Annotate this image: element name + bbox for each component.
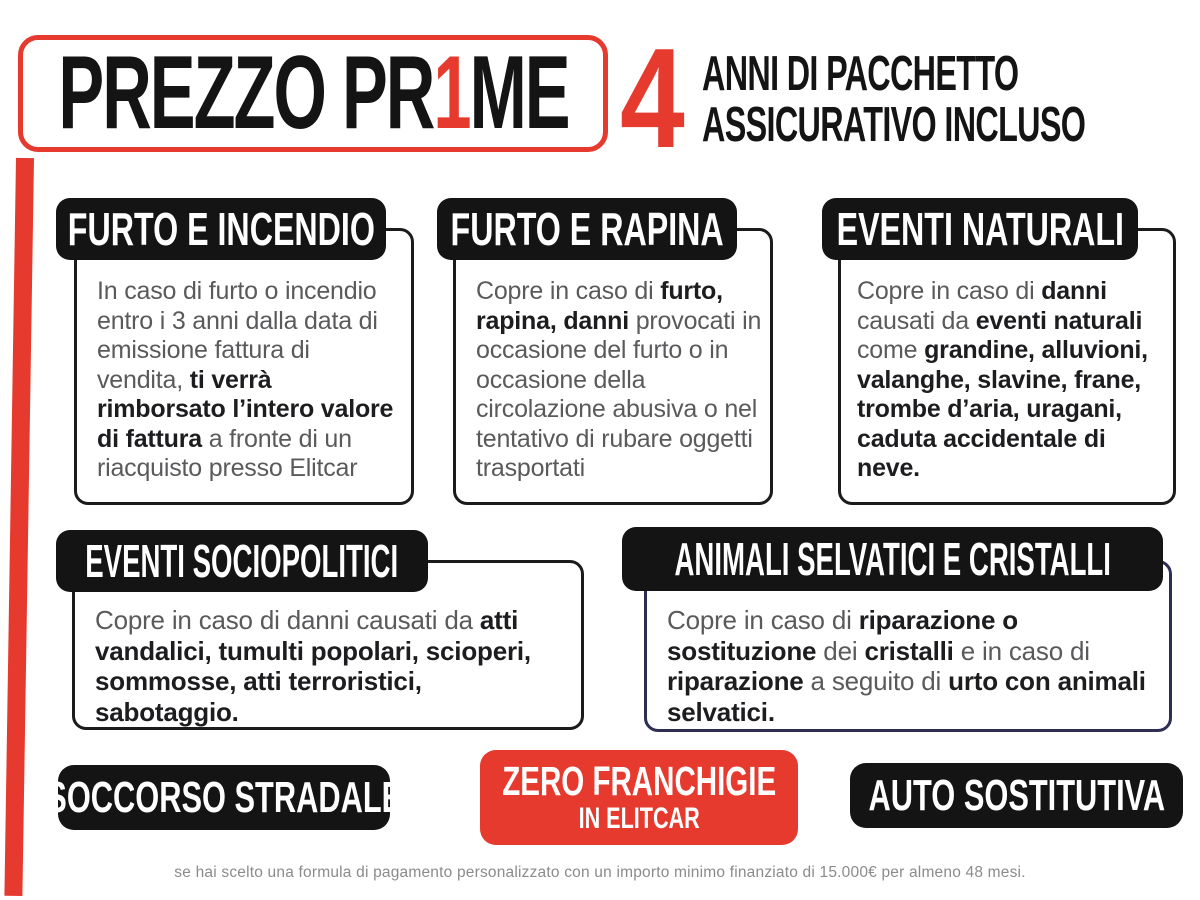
card-body-furto-rapina: Copre in caso di furto, rapina, danni provocati in occasione del furto o in occasione della circolazione abusiva o nel tentativo di rubare oggetti trasportati <box>476 277 762 482</box>
card-label-text: FURTO E RAPINA <box>450 203 724 255</box>
card-label-furto-incendio <box>56 198 386 260</box>
card-body-eventi-naturali: Copre in caso di danni causati da eventi naturali come grandine, alluvioni, valanghe, slavine, frane, trombe d’aria, uragani, caduta accidentale di neve. <box>857 277 1148 482</box>
card-label-eventi-sociopolitici <box>56 530 428 592</box>
card-body-furto-incendio: In caso di furto o incendio entro i 3 anni dalla data di emissione fattura di vendita, ti verrà rimborsato l’intero valore di fattura a fronte di un riacquisto presso Elitcar <box>97 277 394 482</box>
financing-footnote: se hai scelto una formula di pagamento personalizzato con un importo minimo finanziato di 15.000€ per almeno 48 mesi. <box>174 864 1026 881</box>
prezzo-prime-logo-box <box>18 35 608 152</box>
header-subtitle <box>702 49 1200 152</box>
subtitle-line2: ASSICURATIVO INCLUSO <box>702 98 1086 153</box>
title-post: ME <box>469 35 569 151</box>
card-body-eventi-sociopolitici: Copre in caso di danni causati da atti vandalici, tumulti popolari, scioperi, sommosse, atti terroristici, sabotaggio. <box>95 605 531 728</box>
card-eventi-naturali <box>838 228 1176 505</box>
big-number-4: 4 <box>620 19 682 178</box>
card-label-furto-rapina <box>437 198 737 260</box>
title-highlight-1: 1 <box>432 35 470 151</box>
badge-line1: ZERO FRANCHIGIE <box>502 758 776 805</box>
card-label-text: FURTO E INCENDIO <box>67 203 375 255</box>
card-furto-rapina <box>453 228 773 505</box>
subtitle-line1: ANNI DI PACCHETTO <box>702 47 1019 101</box>
card-label-text: ANIMALI SELVATICI E CRISTALLI <box>674 533 1111 585</box>
badge-zero-franchigie <box>480 750 798 845</box>
title-pre: PREZZO PR <box>57 35 433 151</box>
badge-label: SOCCORSO STRADALE <box>46 772 402 822</box>
card-label-text: EVENTI NATURALI <box>836 203 1124 255</box>
card-furto-incendio <box>74 228 414 505</box>
badge-label: AUTO SOSTITUTIVA <box>868 770 1165 820</box>
badge-soccorso-stradale <box>46 765 402 830</box>
card-label-animali-selvatici-cristalli <box>622 527 1163 591</box>
card-label-eventi-naturali <box>822 198 1138 260</box>
card-label-text: EVENTI SOCIOPOLITICI <box>85 535 399 587</box>
badge-line2: IN ELITCAR <box>578 802 700 836</box>
card-body-animali-selvatici-cristalli: Copre in caso di riparazione o sostituzione dei cristalli e in caso di riparazione a seguito di urto con animali selvatici. <box>667 605 1146 728</box>
red-accent-line <box>4 158 34 896</box>
badge-auto-sostitutiva <box>850 763 1183 828</box>
prezzo-prime-title <box>58 34 568 153</box>
